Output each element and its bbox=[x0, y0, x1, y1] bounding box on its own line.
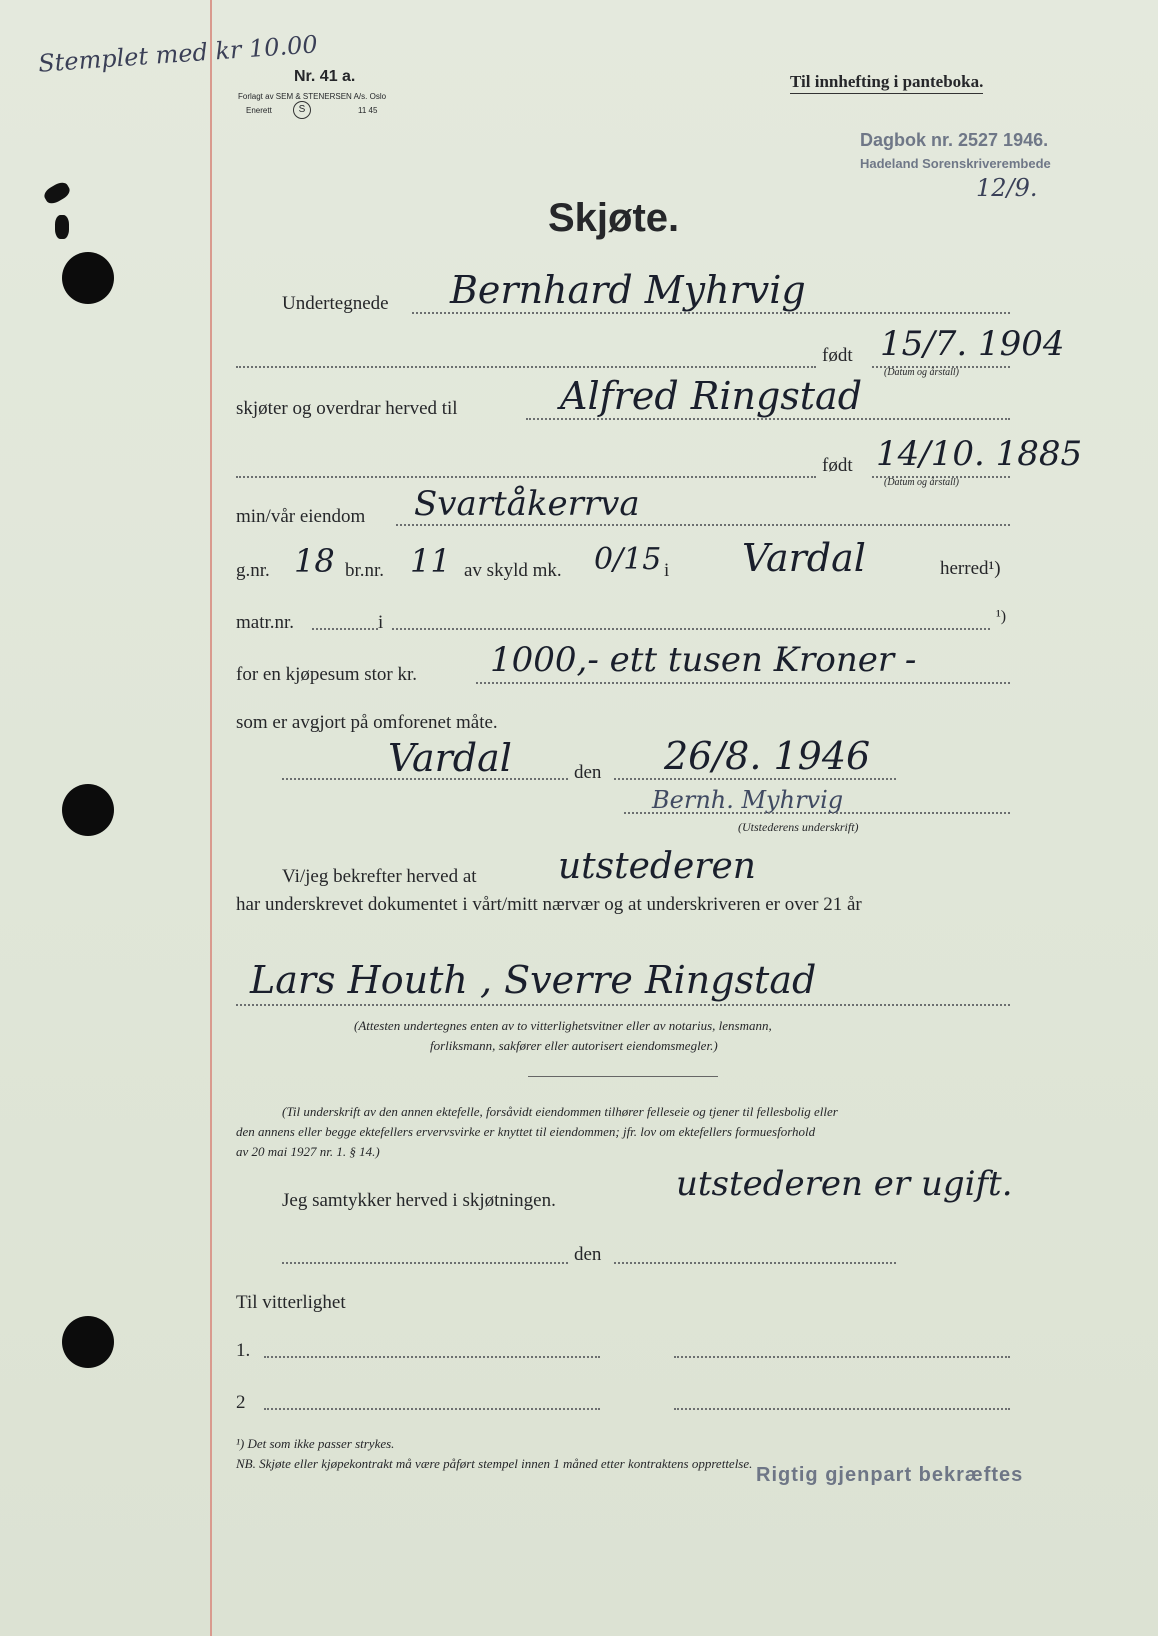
form-code: 11 45 bbox=[358, 106, 378, 115]
fill-line bbox=[476, 682, 1010, 684]
form-publisher: Forlagt av SEM & STENERSEN A/s. Oslo bbox=[238, 92, 387, 101]
kjopesum-label: for en kjøpesum stor kr. bbox=[236, 664, 418, 685]
form-rights: Enerett bbox=[246, 106, 272, 115]
registry-stamp-line1: Dagbok nr. 2527 1946. bbox=[860, 130, 1049, 150]
place-value: Vardal bbox=[388, 736, 512, 780]
den-label: den bbox=[574, 762, 602, 783]
fill-line bbox=[614, 778, 896, 780]
matr-label: matr.nr. bbox=[236, 612, 295, 633]
punch-hole bbox=[62, 1316, 114, 1368]
bekrefter-label: Vi/jeg bekrefter herved at bbox=[282, 866, 477, 887]
fill-line bbox=[396, 524, 1010, 526]
form-number: Nr. 41 a. bbox=[294, 68, 356, 85]
attest-note: (Attesten undertegnes enten av to vitterlighetsvitner eller av notarius, lensmann, bbox=[354, 1018, 772, 1033]
top-right-label: Til innhefting i panteboka. bbox=[790, 72, 983, 94]
attest-note: forliksmann, sakfører eller autorisert eiendomsmegler.) bbox=[430, 1038, 718, 1053]
spouse-note: den annens eller begge ektefellers ervervsvirke er knyttet til eiendommen; jfr. lov om ektefellers formuesforhold bbox=[236, 1124, 816, 1139]
datum-hint: (Datum og årstall) bbox=[884, 367, 959, 378]
i-label: i bbox=[664, 560, 670, 581]
document-title: Skjøte. bbox=[548, 196, 680, 240]
herred-label: herred¹) bbox=[940, 558, 1001, 579]
gnr-label: g.nr. bbox=[236, 560, 270, 581]
publisher-logo: S bbox=[293, 101, 311, 119]
skjoter-label: skjøter og overdrar herved til bbox=[236, 398, 458, 419]
witness2-number: 2 bbox=[236, 1392, 246, 1413]
fill-line bbox=[264, 1356, 600, 1358]
eiendom-value: Svartåkerrva bbox=[414, 484, 640, 524]
fodt-label: født bbox=[822, 345, 853, 366]
skyld-value: 0/15 bbox=[594, 542, 662, 577]
bekrefter-value: utstederen bbox=[558, 846, 756, 887]
samtykker-label: Jeg samtykker herved i skjøtningen. bbox=[282, 1190, 556, 1211]
fill-line bbox=[236, 1004, 1010, 1006]
fill-line bbox=[392, 628, 990, 630]
fill-line bbox=[236, 476, 816, 478]
spouse-note: av 20 mai 1927 nr. 1. § 14.) bbox=[236, 1144, 380, 1159]
footer-note: NB. Skjøte eller kjøpekontrakt må være påført stempel innen 1 måned etter kontraktens opprettelse. bbox=[236, 1456, 753, 1471]
avgjort-text: som er avgjort på omforenet måte. bbox=[236, 712, 498, 733]
underskrevet-text: har underskrevet dokumentet i vårt/mitt nærvær og at underskriveren er over 21 år bbox=[236, 894, 862, 915]
kjopesum-value: 1000,- ett tusen Kroner - bbox=[490, 640, 917, 680]
eiendom-label: min/vår eiendom bbox=[236, 506, 366, 527]
punch-hole bbox=[62, 784, 114, 836]
ink-mark bbox=[55, 215, 69, 239]
date-value: 26/8. 1946 bbox=[664, 734, 871, 778]
brnr-label: br.nr. bbox=[345, 560, 385, 581]
skyld-label: av skyld mk. bbox=[464, 560, 562, 581]
skjoter-value: Alfred Ringstad bbox=[560, 374, 863, 418]
matr-i: i bbox=[378, 612, 384, 633]
fill-line bbox=[282, 1262, 568, 1264]
footer-note: ¹) Det som ikke passer strykes. bbox=[236, 1436, 395, 1451]
signature-hint: (Utstederens underskrift) bbox=[738, 820, 859, 834]
fill-line bbox=[312, 628, 378, 630]
margin-note: Stemplet med kr 10.00 bbox=[37, 30, 319, 78]
separator bbox=[528, 1076, 718, 1077]
spouse-note: (Til underskrift av den annen ektefelle, forsåvidt eiendommen tilhører felleseie og tjener til fellesbolig eller bbox=[282, 1104, 838, 1119]
ink-mark bbox=[42, 180, 73, 207]
fill-line bbox=[264, 1408, 600, 1410]
datum-hint: (Datum og årstall) bbox=[884, 477, 959, 488]
registry-stamp-line2: Hadeland Sorenskriverembede bbox=[860, 156, 1051, 171]
signature-line bbox=[624, 812, 1010, 814]
fodt-label: født bbox=[822, 455, 853, 476]
margin-rule bbox=[210, 0, 212, 1636]
fill-line bbox=[412, 312, 1010, 314]
registry-date: 12/9. bbox=[976, 174, 1038, 202]
samtykker-value: utstederen er ugift. bbox=[676, 1164, 1013, 1204]
matr-note: ¹) bbox=[996, 608, 1007, 625]
fill-line bbox=[674, 1408, 1010, 1410]
fill-line bbox=[236, 366, 816, 368]
undertegnede-value: Bernhard Myhrvig bbox=[450, 268, 806, 312]
certification-stamp: Rigtig gjenpart bekræftes bbox=[756, 1464, 1024, 1486]
gnr-value: 18 bbox=[294, 542, 335, 580]
fill-line bbox=[614, 1262, 896, 1264]
fodt-value: 14/10. 1885 bbox=[876, 434, 1083, 474]
den2-label: den bbox=[574, 1244, 602, 1265]
witnesses-value: Lars Houth , Sverre Ringstad bbox=[250, 958, 817, 1002]
herred-value: Vardal bbox=[742, 536, 866, 580]
witness1-number: 1. bbox=[236, 1340, 251, 1361]
signature-value: Bernh. Myhrvig bbox=[652, 786, 844, 814]
brnr-value: 11 bbox=[410, 542, 451, 580]
undertegnede-label: Undertegnede bbox=[282, 293, 389, 314]
punch-hole bbox=[62, 252, 114, 304]
fill-line bbox=[526, 418, 1010, 420]
fill-line bbox=[674, 1356, 1010, 1358]
vitterlighet-label: Til vitterlighet bbox=[236, 1292, 346, 1313]
fodt-value: 15/7. 1904 bbox=[880, 324, 1065, 364]
